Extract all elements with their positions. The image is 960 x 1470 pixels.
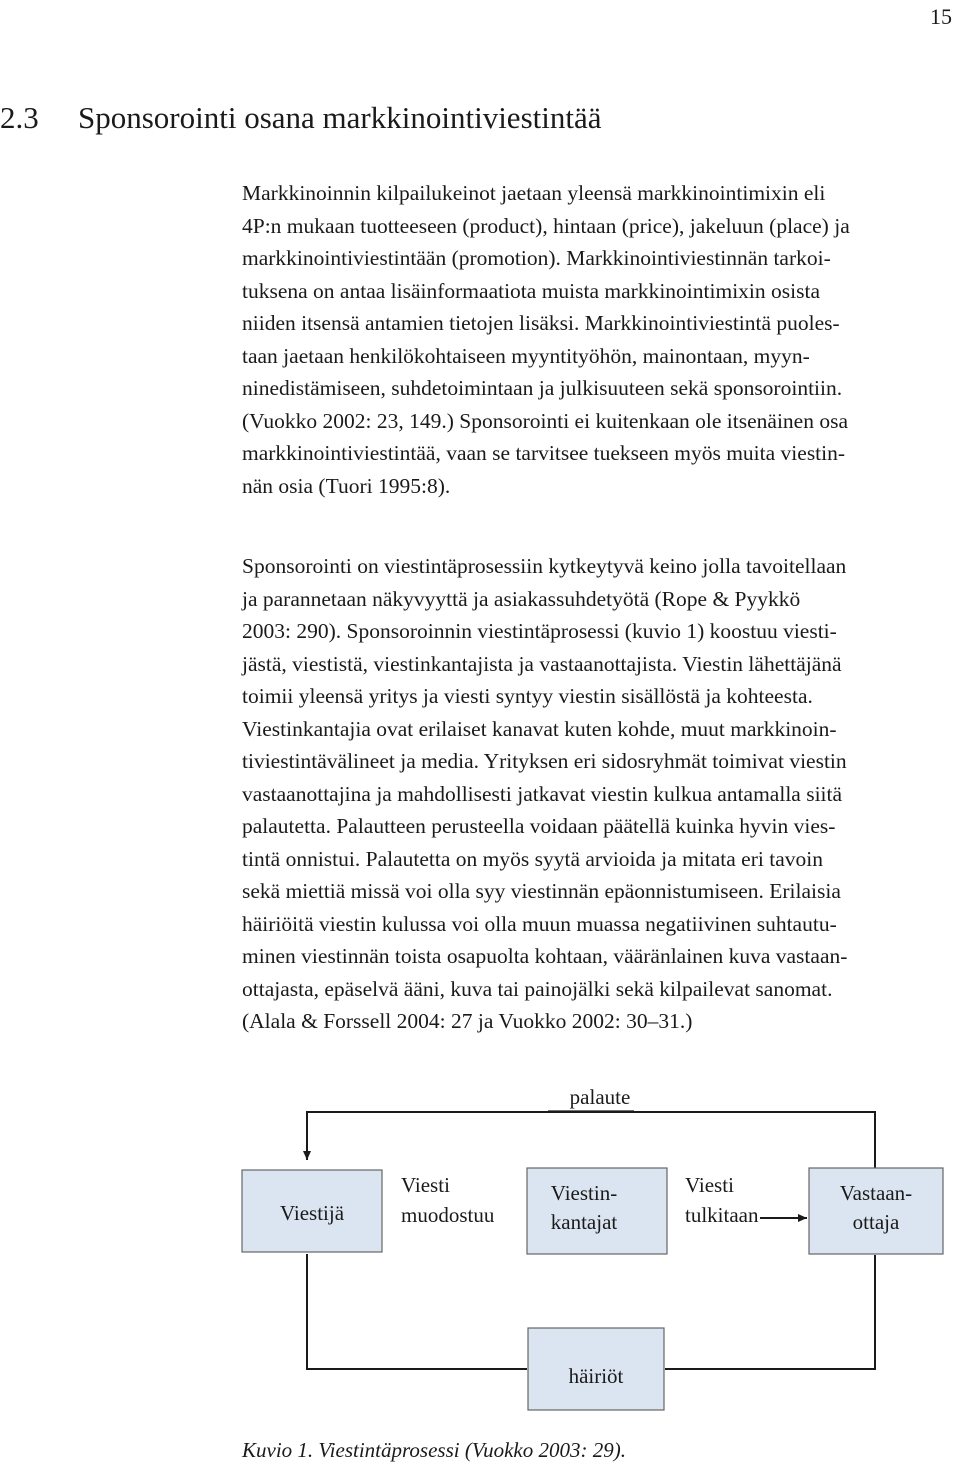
carriers-label-line2: kantajat xyxy=(550,1210,618,1234)
text-line: nän osia (Tuori 1995:8). xyxy=(242,473,451,498)
receiver-label-line1: Vastaan- xyxy=(839,1181,913,1205)
noise-label: häiriöt xyxy=(568,1364,624,1388)
text-line: (Alala & Forssell 2004: 27 ja Vuokko 2002: 30–31.) xyxy=(242,1009,693,1033)
text-line: 2003: 290). Sponsoroinnin viestintäprosessi (kuvio 1) koostuu viesti- xyxy=(242,619,837,643)
section-heading xyxy=(0,100,602,136)
text-line: jästä, viestistä, viestinkantajista ja vastaanottajista. Viestin lähettäjänä xyxy=(242,651,842,676)
text-line: Markkinoinnin kilpailukeinot jaetaan yleensä markkinointimixin eli xyxy=(242,181,826,205)
text-line: ninedistämiseen, suhdetoimintaan ja julkisuuteen sekä sponsorointiin. xyxy=(242,376,843,400)
noise-bracket xyxy=(665,1255,875,1369)
text-line: toimii yleensä yritys ja viesti syntyy viestin sisällöstä ja kohteesta. xyxy=(242,684,813,708)
text-line: markkinointiviestintään (promotion). Markkinointiviestinnän tarkoi- xyxy=(242,246,831,270)
text-line: palautetta. Palautteen perusteella voidaan päätellä kuinka hyvin vies- xyxy=(242,814,836,838)
text-line: niiden itsensä antamien tietojen lisäksi. Markkinointiviestintä puoles- xyxy=(242,311,840,335)
section-title: Sponsorointi osana markkinointiviestintää xyxy=(78,100,602,135)
feedback-label: palaute xyxy=(569,1085,631,1109)
text-line: ja parannetaan näkyvyyttä ja asiakassuhdetyötä (Rope & Pyykkö xyxy=(242,586,801,611)
text-line: tuksena on antaa lisäinformaatiota muista markkinointimixin osista xyxy=(242,278,820,303)
interpret-label-line1: Viesti xyxy=(685,1173,734,1197)
feedback-arrow xyxy=(307,1112,875,1170)
section-number: 2.3 xyxy=(0,100,39,135)
communication-process-diagram xyxy=(0,1080,960,1450)
text-line: markkinointiviestintää, vaan se tarvitsee tuekseen myös muita viestin- xyxy=(242,441,846,465)
message-label-line1: Viesti xyxy=(401,1173,450,1197)
text-line: ottajasta, epäselvä ääni, kuva tai painojälki sekä kilpailevat sanomat. xyxy=(242,976,833,1001)
text-line: tiviestintävälineet ja media. Yrityksen eri sidosryhmät toimivat viestin xyxy=(242,749,847,773)
carriers-label-line1: Viestin- xyxy=(550,1181,618,1205)
text-line: 4P:n mukaan tuotteeseen (product), hintaan (price), jakeluun (place) ja xyxy=(242,213,850,238)
text-line: (Vuokko 2002: 23, 149.) Sponsorointi ei kuitenkaan ole itsenäinen osa xyxy=(242,408,848,433)
text-line: taan jaetaan henkilökohtaiseen myyntityöhön, mainontaan, myyn- xyxy=(242,343,810,368)
text-line: Sponsorointi on viestintäprosessiin kytkeytyvä keino jolla tavoitellaan xyxy=(242,554,847,578)
figure-caption: Kuvio 1. Viestintäprosessi (Vuokko 2003: 29). xyxy=(242,1438,626,1462)
paragraph-1 xyxy=(242,177,956,502)
interpret-label-line2: tulkitaan xyxy=(685,1203,759,1227)
noise-bracket xyxy=(307,1254,527,1369)
text-line: vastaanottajina ja mahdollisesti jatkavat viestin kulkua antamalla siitä xyxy=(242,781,843,806)
message-label-line2: muodostuu xyxy=(401,1203,495,1227)
text-line: häiriöitä viestin kulussa voi olla muun muassa negatiivinen suhtautu- xyxy=(242,911,837,936)
paragraph-2 xyxy=(242,550,956,1038)
receiver-label-line2: ottaja xyxy=(852,1210,900,1234)
text-line: sekä miettiä missä voi olla syy viestinnän epäonnistumiseen. Erilaisia xyxy=(242,879,841,903)
sender-label: Viestijä xyxy=(279,1201,345,1225)
page-number: 15 xyxy=(930,4,952,29)
text-line: minen viestinnän toista osapuolta kohtaan, vääränlainen kuva vastaan- xyxy=(242,944,848,968)
text-line: Viestinkantajia ovat erilaiset kanavat kuten kohde, muut markkinoin- xyxy=(242,716,837,741)
text-line: tintä onnistui. Palautetta on myös syytä arvioida ja mitata eri tavoin xyxy=(242,846,823,871)
